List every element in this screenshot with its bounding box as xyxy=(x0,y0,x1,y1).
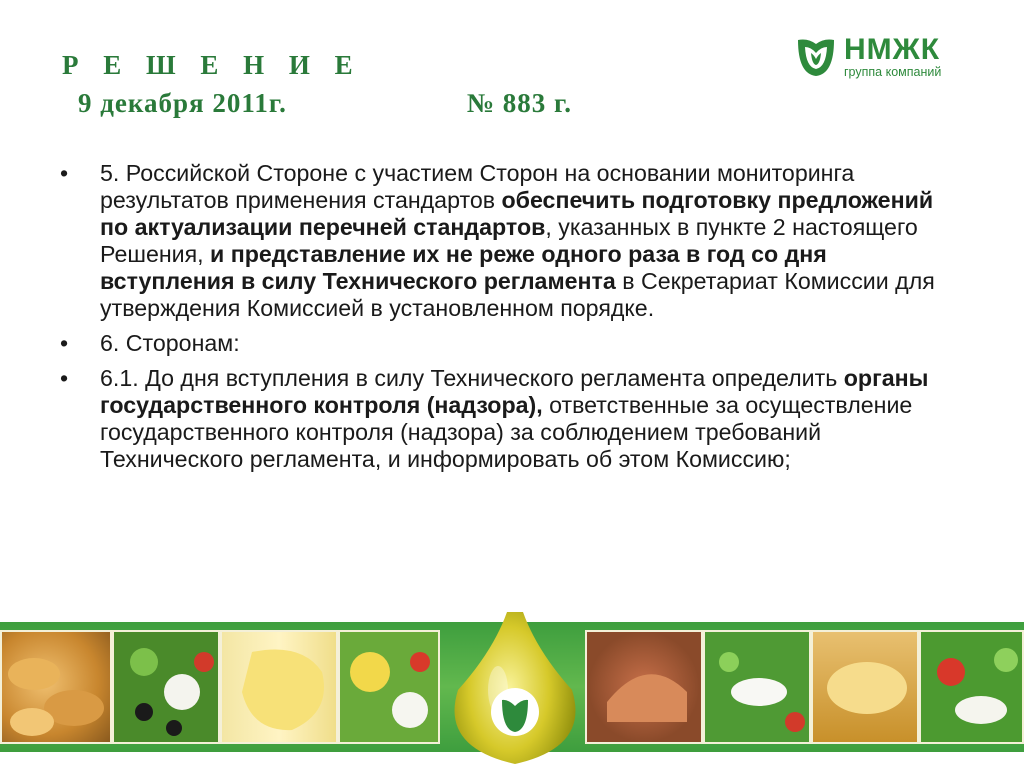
item-text: , указанных в пункте 2 настоящего Решения, xyxy=(100,214,918,267)
item-text: в Секретариат Комиссии для утверждения Комиссией в установленном порядке. xyxy=(100,268,935,321)
document-header xyxy=(62,50,572,120)
document-body xyxy=(60,160,960,481)
salad-sauce-image xyxy=(703,630,811,744)
cake-image xyxy=(585,630,703,744)
leaf-logo-icon xyxy=(794,34,838,78)
item-text: 5. Российской Стороне с участием Сторон на основании мониторинга результатов применения стандартов xyxy=(100,160,855,213)
list-item xyxy=(60,160,960,322)
salad-tomato-image xyxy=(919,630,1024,744)
item-emphasis: органы государственного контроля (надзора), xyxy=(100,365,929,418)
bullet-point: • xyxy=(60,365,69,391)
list-item xyxy=(60,365,960,473)
item-text: ответственные за осуществление государственного контроля (надзора) за соблюдением требований Технического регламента, и информировать об этом Комиссию; xyxy=(100,392,913,472)
bullet-point: • xyxy=(60,160,69,186)
food-photo-band xyxy=(0,612,1024,768)
document-date: 9 декабря 2011г. xyxy=(78,88,287,118)
item-text: 6.1. До дня вступления в силу Технического регламента определить xyxy=(100,365,844,391)
item-text: 6. Сторонам: xyxy=(100,330,240,356)
item-emphasis: обеспечить подготовку предложений по актуализации перечней стандартов xyxy=(100,187,934,240)
lemon-salad-image xyxy=(338,630,440,744)
butter-image xyxy=(220,630,338,744)
sandwich-butter-image xyxy=(811,630,919,744)
company-logo xyxy=(794,34,974,80)
logo-subtitle: группа компаний xyxy=(844,65,942,79)
item-emphasis: и представление их не реже одного раза в год со дня вступления в силу Технического регламента xyxy=(100,241,827,294)
document-date-number xyxy=(62,86,572,120)
document-title: Р Е Ш Е Н И Е xyxy=(62,50,362,80)
oil-drop-logo-icon xyxy=(440,612,590,768)
bullet-point: • xyxy=(60,330,69,356)
document-number: № 883 г. xyxy=(466,88,572,118)
list-item xyxy=(60,330,960,357)
salad-olives-image xyxy=(112,630,220,744)
logo-brand-name: НМЖК xyxy=(844,33,941,66)
pastries-image xyxy=(0,630,112,744)
